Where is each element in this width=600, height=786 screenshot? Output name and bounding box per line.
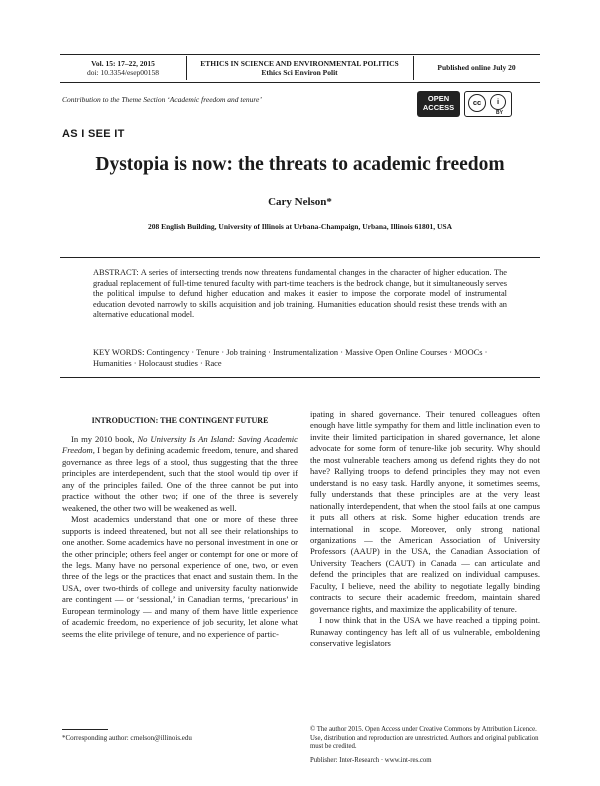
abstract-box bbox=[60, 257, 540, 378]
publisher-info: Publisher: Inter-Research · www.int-res.com bbox=[310, 757, 432, 764]
journal-info bbox=[186, 59, 413, 77]
book-title: No University Is An Island: Saving Academic Freedom bbox=[62, 434, 298, 456]
open-access-icon: OPEN ACCESS bbox=[417, 91, 460, 117]
paragraph: I now think that in the USA we have reached a tipping point. Runaway contingency has left all of us vulnerable, emboldening conservative legislators bbox=[310, 615, 540, 649]
header-bottom-rule bbox=[60, 82, 540, 83]
volume-info bbox=[60, 59, 186, 77]
published-date: Published online July 20 bbox=[437, 63, 516, 72]
copyright-notice: © The author 2015. Open Access under Creative Commons by Attribution Licence. Use, distribution and reproduction are unrestricted. Authors and original publication must be credited. bbox=[310, 726, 539, 750]
author-name: Cary Nelson* bbox=[268, 196, 332, 208]
intro-heading: INTRODUCTION: THE CONTINGENT FUTURE bbox=[91, 416, 269, 425]
paragraph: Most academics understand that one or more of these three supports is indeed threatened, but not all see their relationships to one another. Some academics have no personal investment in one or the other principle; others feel anger or contempt for one or more of the legs. Many have no personal experience of one, two, or even three of the legs or the practices that enact and sustain them. In the USA, over two-thirds of college and university faculty nationwide are contingent — or ‘sessional,’ in Canadian terms, ‘precarious’ in European terminology — and many of them have little experience of academic freedom, no experience of job security, let alone what seems the elite privilege of tenure, and no experience of partic- bbox=[62, 514, 298, 639]
paragraph: ipating in shared governance. Their tenured colleagues often enough have little sympathy for them and little inclination even to invite their limited participation in shared governance, let alone advocate for some form of tenure-like job security. Why should the most vulnerable teachers among us defend rights they do not have? Rallying troops to defend principles they may not even understand is no easy task. Hardly anyone, it sometimes seems, fully understands that these principles are at the very least nationally interdependent, that when the stool fails at one campus it puts all others at risk. Some higher education trends are international in scope. Moreover, only strong national organizations — the American Association of University Professors (AAUP) in the USA, the Canadian Association of University Teachers (CAUT) in Canada — can articulate and defend the principles that are realized on individual campuses. Faculty, I believe, need the ability to negotiate legally binding contracts to secure their academic freedom, maintain shared governance rights, and maximize the applicability of tenure. bbox=[310, 409, 540, 614]
keywords: KEY WORDS: Contingency · Tenure · Job training · Instrumentalization · Massive Open Online Courses · MOOCs · Humanities · Holocaust studies · Race bbox=[93, 348, 488, 368]
left-column bbox=[62, 434, 298, 640]
article-title: Dystopia is now: the threats to academic freedom bbox=[95, 154, 505, 175]
author-affiliation: 208 English Building, University of Illinois at Urbana-Champaign, Urbana, Illinois 61801, USA bbox=[147, 222, 453, 231]
corresponding-author-footnote: *Corresponding author: crnelson@illinois.edu bbox=[62, 734, 192, 742]
creative-commons-icon bbox=[464, 91, 512, 117]
doi: doi: 10.3354/esep00158 bbox=[86, 68, 160, 77]
header-top-rule bbox=[60, 54, 540, 55]
cc-symbol: cc bbox=[468, 94, 486, 112]
journal-name: ETHICS IN SCIENCE AND ENVIRONMENTAL POLITICS bbox=[200, 59, 399, 68]
section-label: AS I SEE IT bbox=[62, 128, 125, 140]
right-column bbox=[310, 409, 540, 650]
volume: Vol. 15: 17–22, 2015 bbox=[91, 59, 155, 68]
theme-contribution: Contribution to the Theme Section ‘Academic freedom and tenure’ bbox=[62, 95, 262, 104]
abstract-text: ABSTRACT: A series of intersecting trends now threatens fundamental changes in the character of higher education. The gradual replacement of full-time tenured faculty with part-time teachers is the bedrock change, but it simultaneously serves the political impulse to defund higher education and makes it easier to impose the corporate model of instrumental education devoted narrowly to skills acquisition and job training. Humanities education should resist these trends with an alternative educational model. bbox=[93, 268, 507, 320]
by-label: BY bbox=[496, 110, 503, 116]
journal-abbrev: Ethics Sci Environ Polit bbox=[261, 68, 338, 77]
paragraph: In my 2010 book, No University Is An Island: Saving Academic Freedom, I began by defining academic freedom, tenure, and shared governance as three legs of a stool, thus suggesting that the three principles are interdependent, such that the stool would tip over if any of the principles failed. One of the three cannot be put into practice without the other two; if one of the three is severely weakened, the other two will be weakened as well. bbox=[62, 434, 298, 513]
footnote-rule bbox=[62, 729, 108, 730]
by-symbol: i bbox=[490, 94, 506, 110]
